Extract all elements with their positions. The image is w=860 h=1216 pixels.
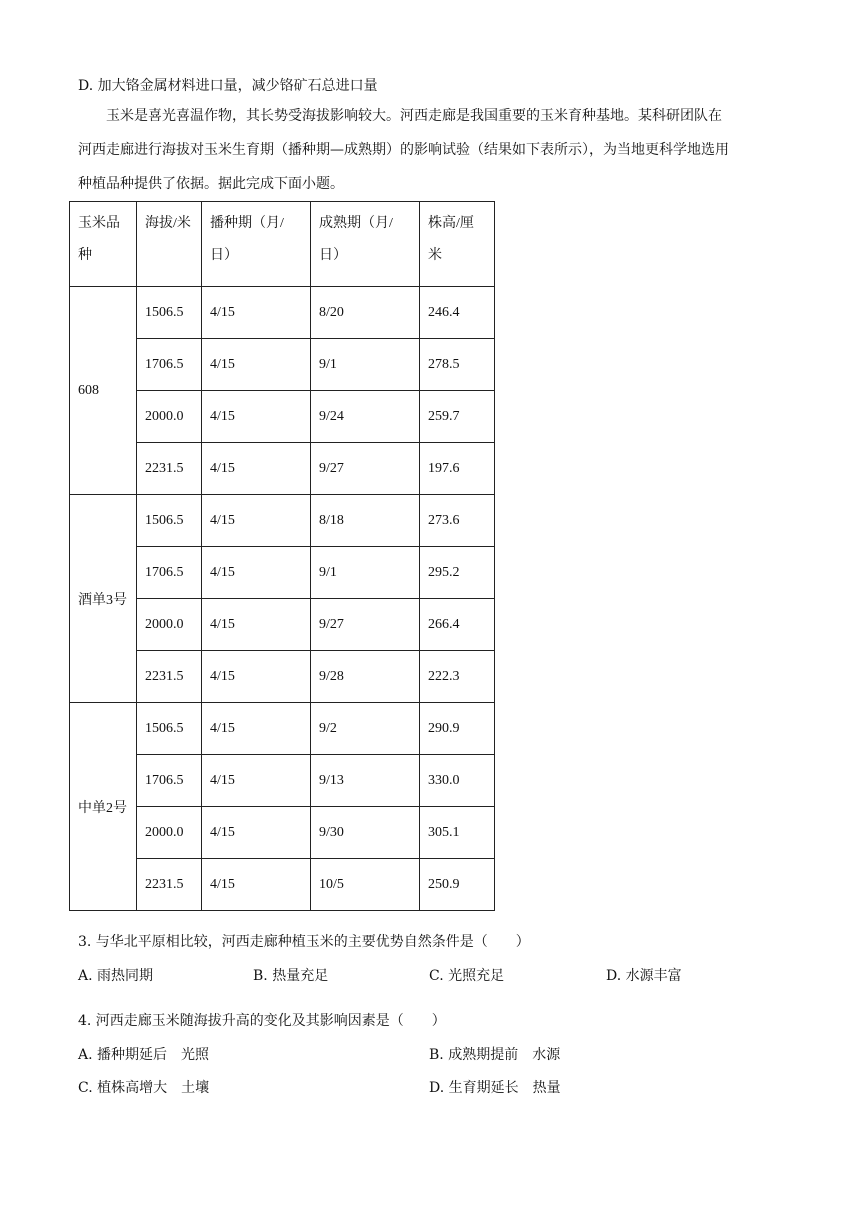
question-4-option-c[interactable]: C. 植株高增大 土壤 — [78, 1080, 210, 1096]
plant-height-cell: 222.3 — [420, 651, 495, 703]
plant-height-cell: 278.5 — [420, 339, 495, 391]
maturity-date-cell: 9/1 — [311, 339, 420, 391]
sowing-date-cell: 4/15 — [202, 703, 311, 755]
altitude-cell: 1506.5 — [137, 495, 202, 547]
question-4-option-d[interactable]: D. 生育期延长 热量 — [429, 1080, 561, 1096]
sowing-date-cell: 4/15 — [202, 807, 311, 859]
table-header-row — [70, 202, 495, 287]
header-maturity-date: 成熟期（月/日） — [311, 202, 420, 287]
sowing-date-cell: 4/15 — [202, 651, 311, 703]
sowing-date-cell: 4/15 — [202, 339, 311, 391]
sowing-date-cell: 4/15 — [202, 599, 311, 651]
altitude-cell: 2231.5 — [137, 859, 202, 911]
sowing-date-cell: 4/15 — [202, 443, 311, 495]
maturity-date-cell: 9/28 — [311, 651, 420, 703]
sowing-date-cell: 4/15 — [202, 287, 311, 339]
plant-height-cell: 290.9 — [420, 703, 495, 755]
maturity-date-cell: 9/2 — [311, 703, 420, 755]
maturity-date-cell: 9/27 — [311, 443, 420, 495]
header-variety: 玉米品种 — [70, 202, 137, 287]
table-row — [70, 703, 495, 755]
altitude-cell: 1706.5 — [137, 755, 202, 807]
passage — [78, 99, 782, 201]
question-4-option-b[interactable]: B. 成熟期提前 水源 — [429, 1047, 561, 1063]
question-3-option-b[interactable]: B. 热量充足 — [253, 968, 329, 984]
table-row — [70, 287, 495, 339]
passage-line-3: 种植品种提供了依据。据此完成下面小题。 — [78, 176, 344, 192]
question-3-option-d[interactable]: D. 水源丰富 — [606, 968, 682, 984]
maturity-date-cell: 8/20 — [311, 287, 420, 339]
header-plant-height: 株高/厘米 — [420, 202, 495, 287]
sowing-date-cell: 4/15 — [202, 547, 311, 599]
altitude-cell: 2000.0 — [137, 599, 202, 651]
passage-line-2: 河西走廊进行海拔对玉米生育期（播种期—成熟期）的影响试验（结果如下表所示），为当地更科学地选用 — [78, 142, 729, 158]
altitude-cell: 2000.0 — [137, 391, 202, 443]
altitude-cell: 1506.5 — [137, 703, 202, 755]
altitude-cell: 1706.5 — [137, 339, 202, 391]
altitude-cell: 1706.5 — [137, 547, 202, 599]
question-3-stem: 3. 与华北平原相比较，河西走廊种植玉米的主要优势自然条件是（ ） — [78, 934, 530, 950]
maturity-date-cell: 9/27 — [311, 599, 420, 651]
plant-height-cell: 250.9 — [420, 859, 495, 911]
question-3-option-c[interactable]: C. 光照充足 — [429, 968, 505, 984]
plant-height-cell: 266.4 — [420, 599, 495, 651]
variety-cell: 中单2号 — [70, 703, 137, 911]
header-altitude: 海拔/米 — [137, 202, 202, 287]
plant-height-cell: 259.7 — [420, 391, 495, 443]
sowing-date-cell: 4/15 — [202, 495, 311, 547]
maturity-date-cell: 8/18 — [311, 495, 420, 547]
plant-height-cell: 246.4 — [420, 287, 495, 339]
question-3-option-a[interactable]: A. 雨热同期 — [78, 968, 154, 984]
altitude-cell: 1506.5 — [137, 287, 202, 339]
plant-height-cell: 295.2 — [420, 547, 495, 599]
plant-height-cell: 305.1 — [420, 807, 495, 859]
variety-cell: 608 — [70, 287, 137, 495]
maturity-date-cell: 9/1 — [311, 547, 420, 599]
sowing-date-cell: 4/15 — [202, 391, 311, 443]
question-4-option-a[interactable]: A. 播种期延后 光照 — [78, 1047, 210, 1063]
sowing-date-cell: 4/15 — [202, 859, 311, 911]
maturity-date-cell: 10/5 — [311, 859, 420, 911]
plant-height-cell: 273.6 — [420, 495, 495, 547]
table-row — [70, 495, 495, 547]
header-sowing-date: 播种期（月/日） — [202, 202, 311, 287]
previous-option-d: D. 加大铬金属材料进口量，减少铬矿石总进口量 — [78, 78, 378, 94]
variety-cell: 酒单3号 — [70, 495, 137, 703]
passage-line-1: 玉米是喜光喜温作物，其长势受海拔影响较大。河西走廊是我国重要的玉米育种基地。某科研团队在 — [106, 108, 722, 124]
altitude-cell: 2231.5 — [137, 651, 202, 703]
maturity-date-cell: 9/24 — [311, 391, 420, 443]
maturity-date-cell: 9/13 — [311, 755, 420, 807]
maize-trial-table — [69, 201, 495, 911]
altitude-cell: 2231.5 — [137, 443, 202, 495]
sowing-date-cell: 4/15 — [202, 755, 311, 807]
plant-height-cell: 330.0 — [420, 755, 495, 807]
plant-height-cell: 197.6 — [420, 443, 495, 495]
altitude-cell: 2000.0 — [137, 807, 202, 859]
question-4-stem: 4. 河西走廊玉米随海拔升高的变化及其影响因素是（ ） — [78, 1013, 446, 1029]
maturity-date-cell: 9/30 — [311, 807, 420, 859]
